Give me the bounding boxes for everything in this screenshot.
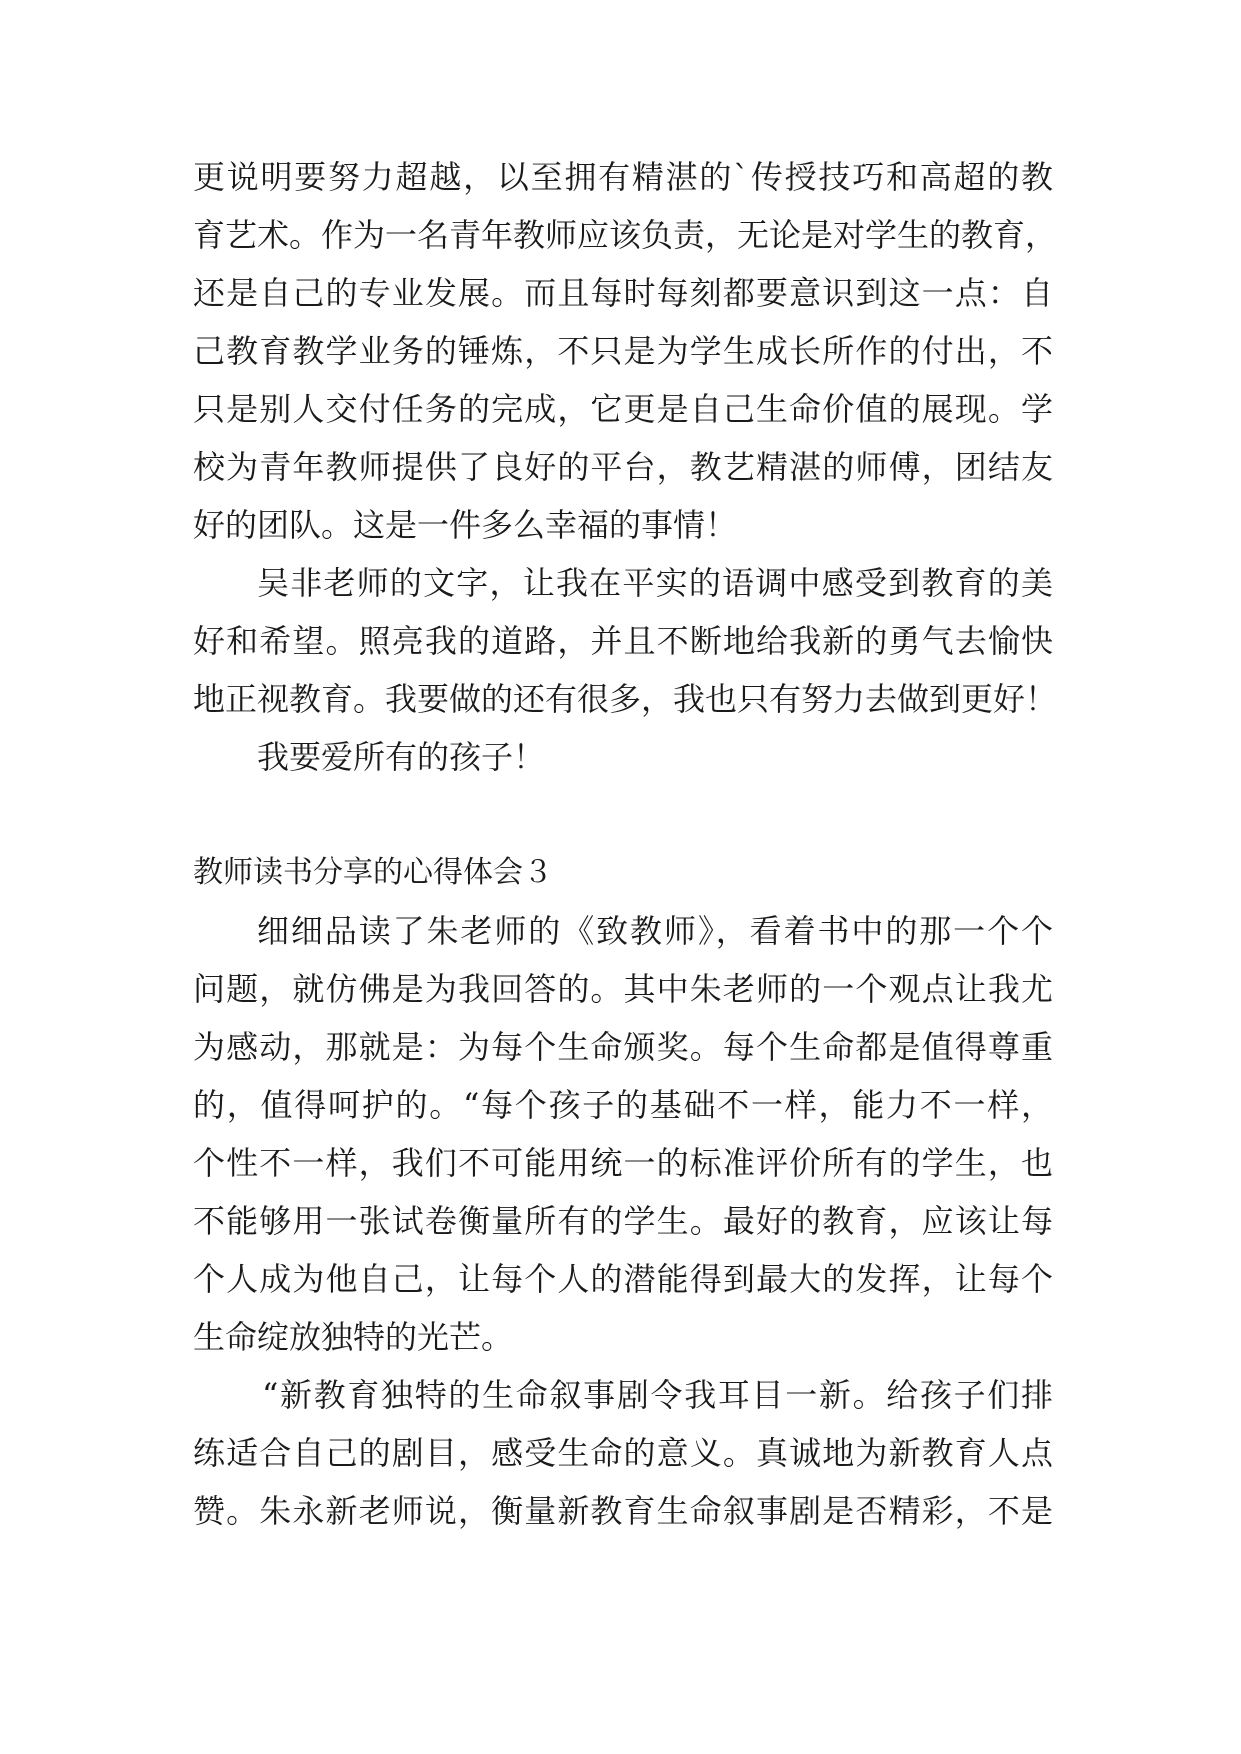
paragraph-line: 个性不一样，我们不可能用统一的标准评价所有的学生，也 xyxy=(193,1144,1053,1182)
paragraph-line: 更说明要努力超越，以至拥有精湛的`传授技巧和高超的教 xyxy=(193,158,1053,196)
paragraph-line: 好和希望。照亮我的道路，并且不断地给我新的勇气去愉快 xyxy=(193,622,1053,660)
paragraph-line: 只是别人交付任务的完成，它更是自己生命价值的展现。学 xyxy=(193,390,1053,428)
paragraph-line: 吴非老师的文字，让我在平实的语调中感受到教育的美 xyxy=(257,564,1053,602)
paragraph-line: 校为青年教师提供了良好的平台，教艺精湛的师傅，团结友 xyxy=(193,448,1053,486)
paragraph-line: 己教育教学业务的锤炼，不只是为学生成长所作的付出，不 xyxy=(193,332,1053,370)
paragraph-line: 还是自己的专业发展。而且每时每刻都要意识到这一点：自 xyxy=(193,274,1053,312)
paragraph-line: 为感动，那就是：为每个生命颁奖。每个生命都是值得尊重 xyxy=(193,1028,1053,1066)
paragraph-line: 育艺术。作为一名青年教师应该负责，无论是对学生的教育， xyxy=(193,216,1058,254)
paragraph-line: 问题，就仿佛是为我回答的。其中朱老师的一个观点让我尤 xyxy=(193,970,1053,1008)
paragraph-line: 个人成为他自己，让每个人的潜能得到最大的发挥，让每个 xyxy=(193,1260,1053,1298)
paragraph-line: 赞。朱永新老师说，衡量新教育生命叙事剧是否精彩，不是 xyxy=(193,1492,1053,1530)
paragraph-line: 我要爱所有的孩子！ xyxy=(257,738,546,776)
paragraph-line: “新教育独特的生命叙事剧令我耳目一新。给孩子们排 xyxy=(262,1376,1053,1414)
paragraph-line: 好的团队。这是一件多么幸福的事情！ xyxy=(193,506,738,544)
paragraph-line: 的，值得呵护的。“每个孩子的基础不一样，能力不一样， xyxy=(193,1086,1053,1124)
paragraph-line: 地正视教育。我要做的还有很多，我也只有努力去做到更好！ xyxy=(193,680,1058,718)
paragraph-line: 生命绽放独特的光芒。 xyxy=(193,1318,514,1356)
section-heading: 教师读书分享的心得体会３ xyxy=(193,855,553,890)
paragraph-line: 练适合自己的剧目，感受生命的意义。真诚地为新教育人点 xyxy=(193,1434,1053,1472)
paragraph-line: 不能够用一张试卷衡量所有的学生。最好的教育，应该让每 xyxy=(193,1202,1053,1240)
paragraph-line: 细细品读了朱老师的《致教师》，看着书中的那一个个 xyxy=(257,912,1053,950)
